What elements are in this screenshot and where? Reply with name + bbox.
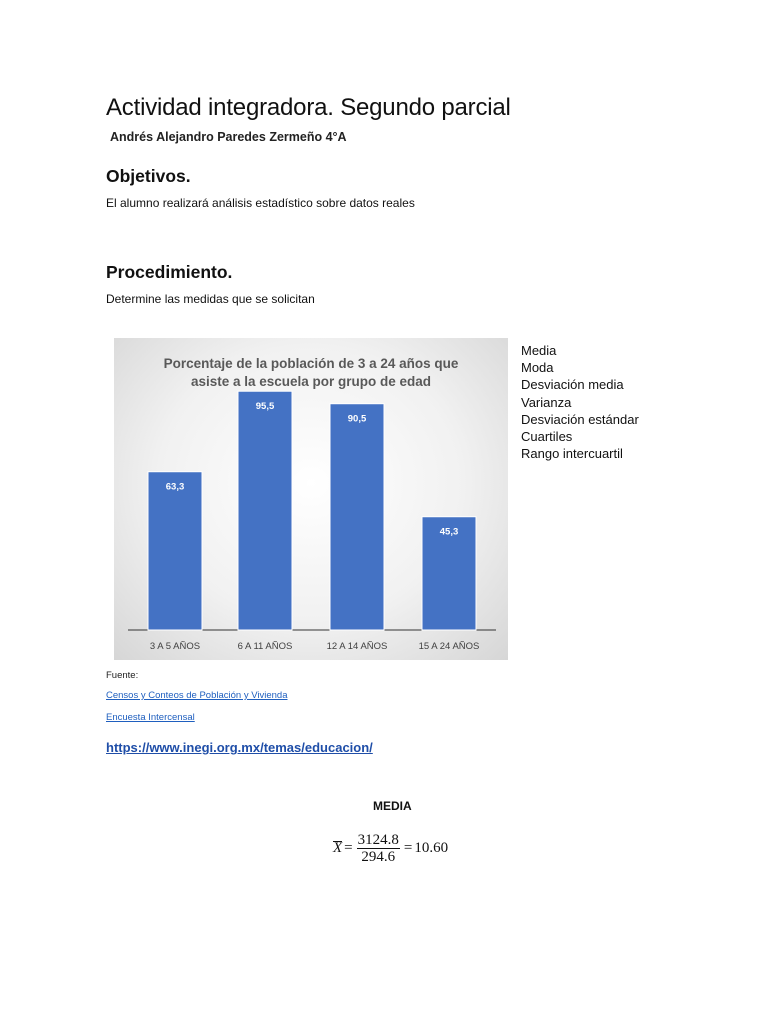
source-label: Fuente: [106, 670, 139, 681]
equals-sign: = [344, 840, 353, 856]
bar-value-label: 90,5 [347, 413, 367, 425]
x-bar-symbol: X [333, 840, 343, 856]
measure-item: Varianza [521, 394, 572, 410]
page-title: Actividad integradora. Segundo parcial [106, 94, 511, 121]
objetivos-heading: Objetivos. [106, 166, 191, 186]
measures-list [521, 342, 639, 462]
measure-item: Desviación estándar [521, 411, 639, 427]
objetivos-text: El alumno realizará análisis estadístico sobre datos reales [106, 196, 415, 210]
bar-value-label: 63,3 [165, 481, 185, 493]
formula-result: 10.60 [414, 840, 449, 856]
media-heading: MEDIA [373, 799, 412, 813]
measure-item: Rango intercuartil [521, 446, 623, 462]
x-tick-label: 12 A 14 AÑOS [326, 641, 388, 652]
bar-1 [148, 472, 202, 630]
procedimiento-text: Determine las medidas que se solicitan [106, 292, 315, 306]
measure-item: Desviación media [521, 377, 624, 393]
encuesta-intercensal-link[interactable]: Encuesta Intercensal [106, 712, 195, 723]
fraction-numerator: 3124.8 [357, 832, 399, 848]
bar-value-label: 45,3 [439, 526, 459, 538]
inegi-url-link[interactable]: https://www.inegi.org.mx/temas/educacion/ [106, 740, 373, 755]
equals-sign: = [403, 840, 413, 856]
fraction-denominator: 294.6 [361, 849, 396, 865]
x-tick-label: 6 A 11 AÑOS [237, 641, 293, 652]
measure-item: Moda [521, 360, 554, 376]
fraction [357, 832, 400, 865]
measure-item: Media [521, 343, 557, 358]
procedimiento-heading: Procedimiento. [106, 262, 233, 282]
measure-item: Cuartiles [521, 429, 573, 445]
bars-layer [148, 391, 479, 652]
bar-chart-svg [114, 338, 508, 660]
censos-link[interactable]: Censos y Conteos de Población y Vivienda [106, 690, 288, 701]
x-tick-label: 15 A 24 AÑOS [418, 641, 480, 652]
chart-title-line-2: asiste a la escuela por grupo de edad [190, 374, 432, 389]
chart-title-line-1: Porcentaje de la población de 3 a 24 años que [163, 356, 459, 371]
bar-3 [330, 404, 384, 630]
author-line: Andrés Alejandro Paredes Zermeño 4°A [110, 130, 347, 144]
mean-formula [333, 832, 448, 865]
bar-2 [238, 391, 292, 630]
bar-chart [114, 338, 508, 660]
bar-value-label: 95,5 [255, 401, 275, 413]
x-tick-label: 3 A 5 AÑOS [149, 641, 201, 652]
